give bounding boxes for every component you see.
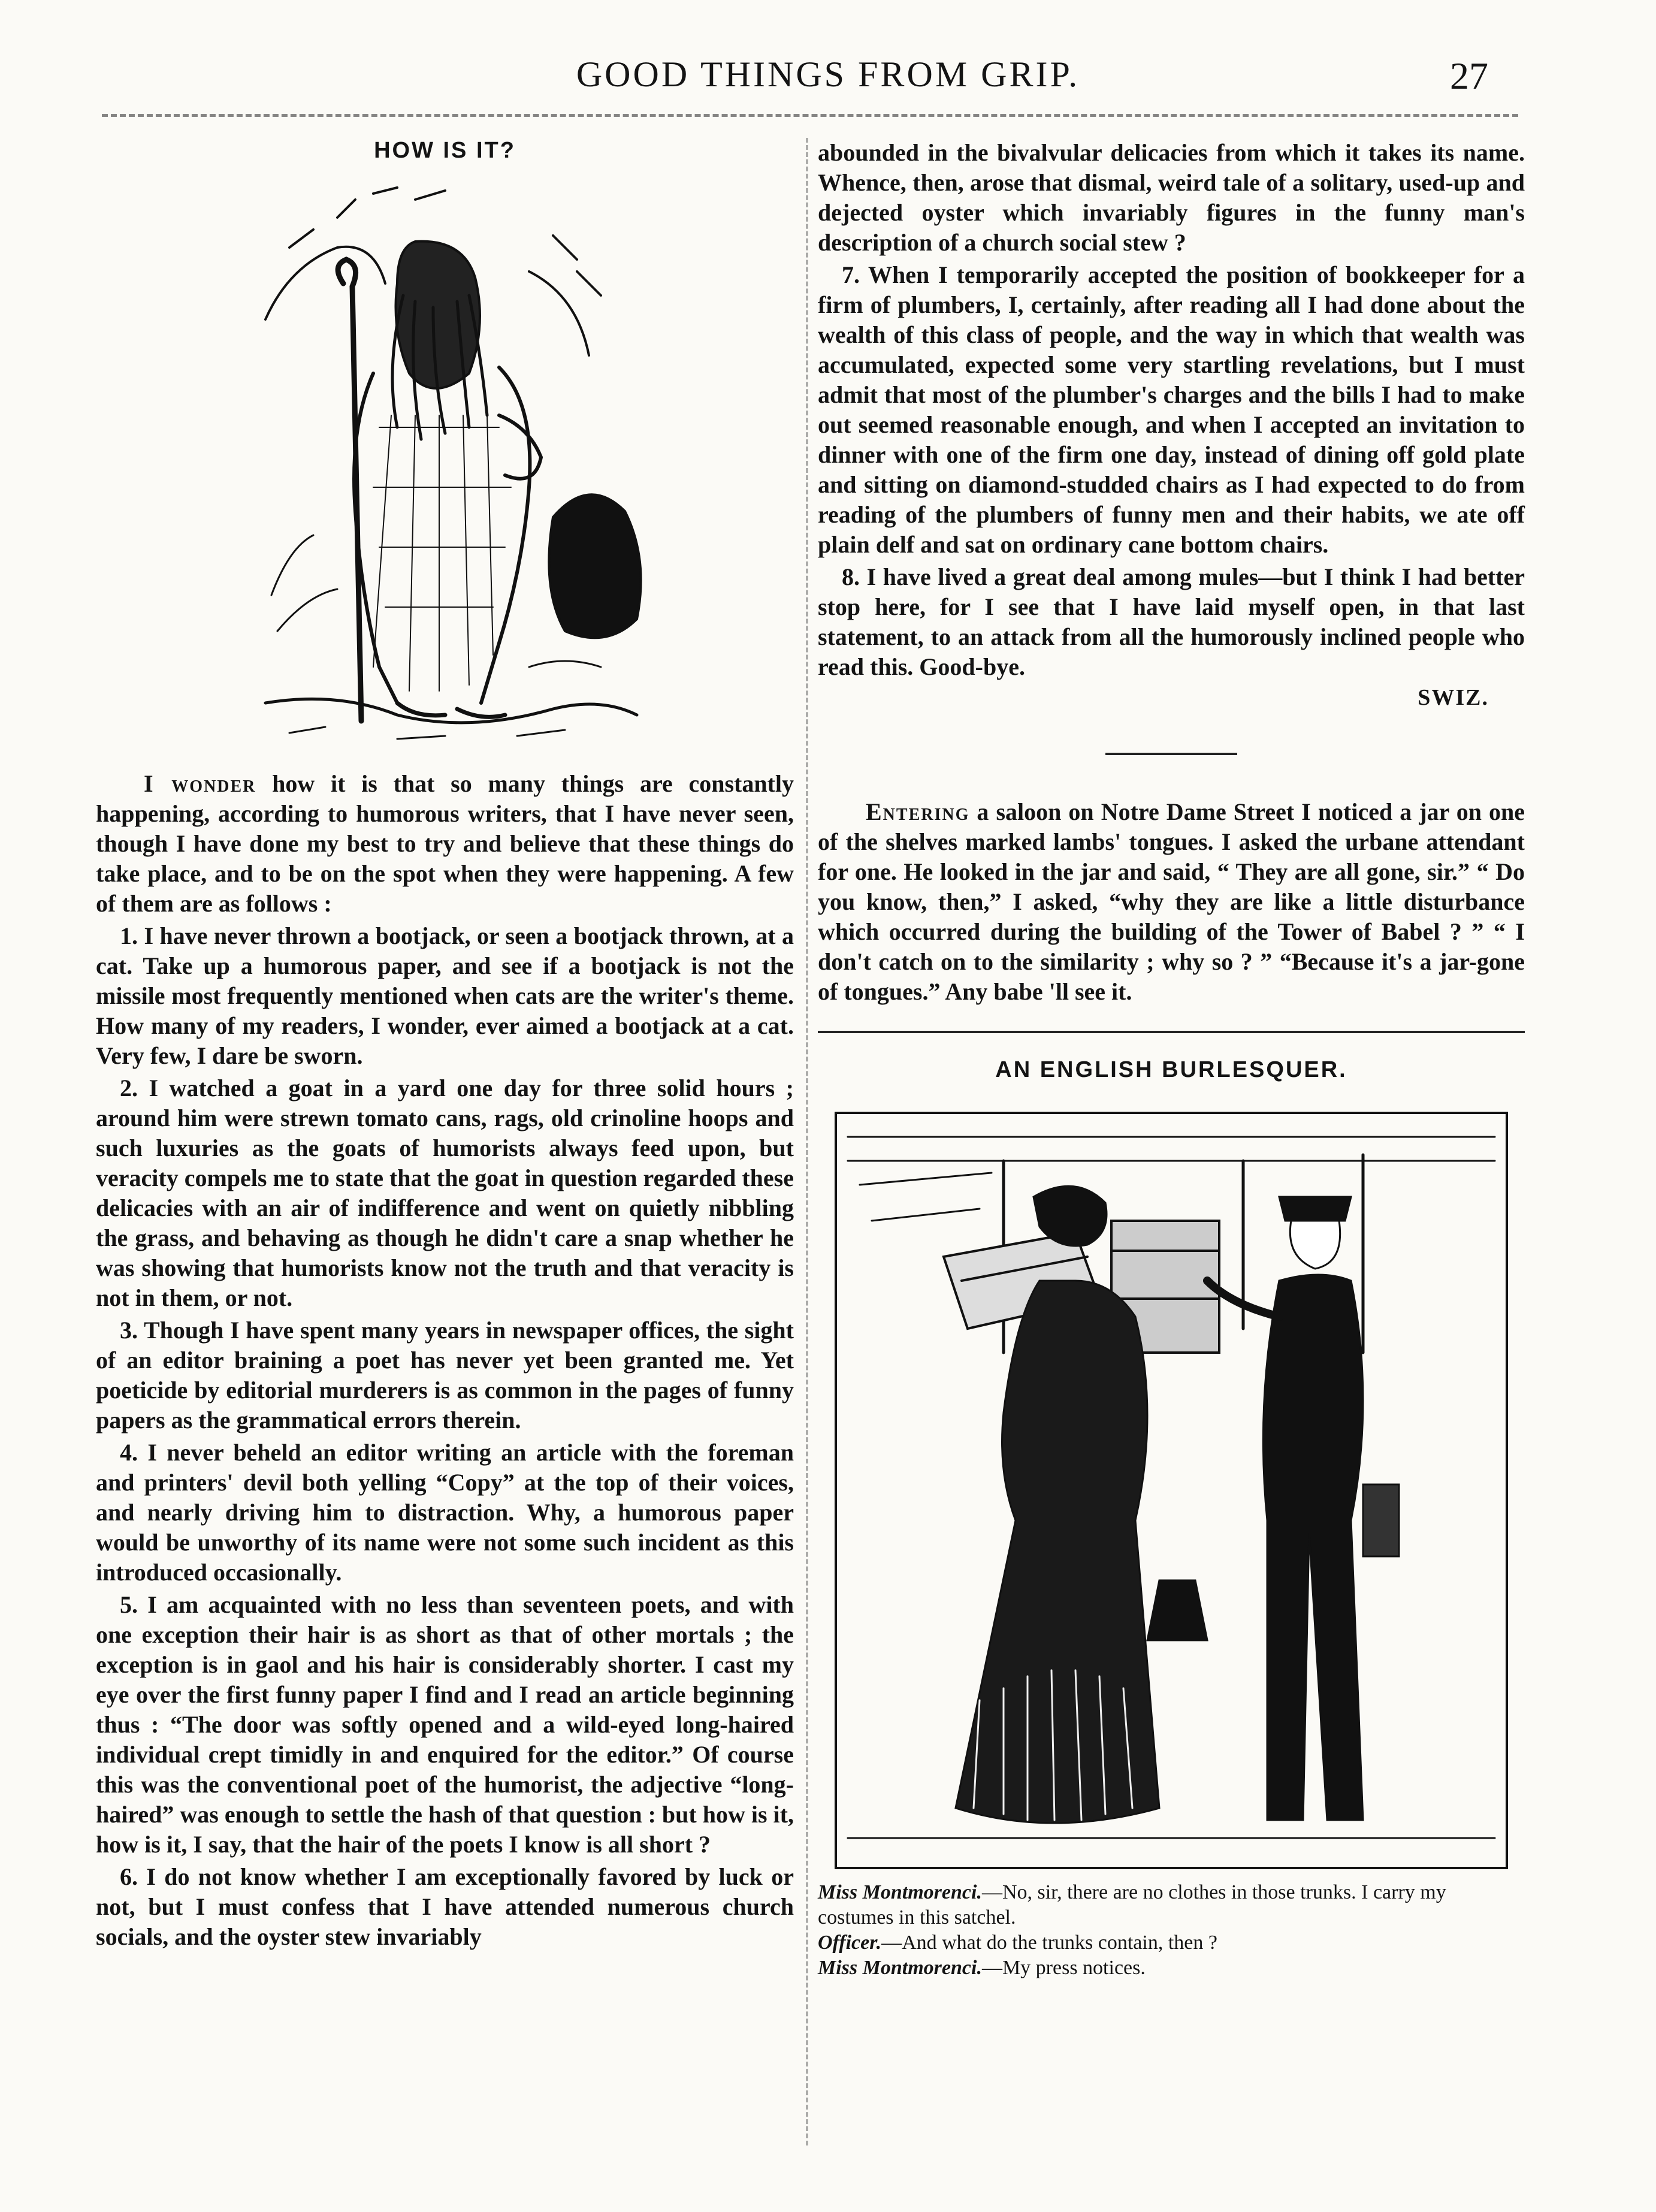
author-signature: SWIZ.	[1418, 685, 1489, 710]
page-header	[0, 54, 1656, 102]
section-divider	[1105, 753, 1237, 755]
intro-smallcaps: I wonder	[144, 770, 256, 797]
header-rule	[102, 114, 1518, 117]
article-title-how-is-it: HOW IS IT?	[374, 138, 516, 163]
list-item: 2. I watched a goat in a yard one day for three solid hours ; around him were strewn tomato cans, rags, old crinoline hoops and such luxuries as the goats of humorists always feed upon, but veracity compels me to state that the goat in question regarded these delicacies with an air of indifference and went on quietly nibbling the grass, and behaving as though he didn't care a snap whether he was showing that humorists know not the truth and that veracity is not in them, or not.	[96, 1075, 794, 1311]
intro-text: how it is that so many things are constantly happening, according to humorous writers, that I have never seen, though I have done my best to try and believe that these things do take place, and to be on the spot when they were happening. A few of them are as follows :	[96, 770, 794, 917]
caption-line	[818, 1930, 1525, 1956]
caption-speaker: Miss Montmorenci.	[818, 1881, 982, 1903]
saloon-smallcaps: Entering	[866, 798, 970, 825]
intro-paragraph	[96, 769, 794, 919]
how-is-it-body	[96, 769, 794, 1952]
illustration-caption	[818, 1880, 1525, 1981]
continuation-paragraph: abounded in the bivalvular delicacies from which it takes its name. Whence, then, arose that dismal, weird tale of a solitary, used-up and dejected oyster which invariably figures in the funny man's description of a church social stew ?	[818, 139, 1525, 256]
hermit-illustration	[217, 176, 673, 751]
caption-speaker: Officer.	[818, 1932, 882, 1954]
list-item: 8. I have lived a great deal among mules—but I think I had better stop here, for I see that I have laid myself open, in that last statement, to an attack from all the humorously inclined people who read this. Good-bye.	[818, 563, 1525, 680]
left-column	[96, 138, 794, 1954]
caption-text: —My press notices.	[981, 1957, 1146, 1979]
saloon-text: a saloon on Notre Dame Street I noticed a jar on one of the shelves marked lambs' tongues. I asked the urbane attendant for one. He looked in the jar and said, “ They are all gone, sir.” “ Do you know, then,” I asked, “why they are like a little disturbance which occurred during the building of the Tower of Babel ? ” “ I don't catch on to the similarity ; why so ? ” “Because it's a jar-gone of tongues.” Any babe 'll see it.	[818, 798, 1525, 1005]
article-title-burlesquer: AN ENGLISH BURLESQUER.	[995, 1057, 1347, 1082]
column-divider	[806, 138, 808, 2145]
caption-line	[818, 1956, 1525, 1981]
caption-speaker: Miss Montmorenci.	[818, 1957, 982, 1979]
list-item: 4. I never beheld an editor writing an article with the foreman and printers' devil both yelling “Copy” at the top of their voices, and nearly driving him to distraction. Why, a humorous paper would be unworthy of its name were not some such incident as this introduced occasionally.	[96, 1439, 794, 1586]
caption-text: —And what do the trunks contain, then ?	[881, 1932, 1217, 1954]
list-item: 6. I do not know whether I am exceptionally favored by luck or not, but I must confess that I have attended numerous church socials, and the oyster stew invariably	[96, 1863, 794, 1950]
list-item: 1. I have never thrown a bootjack, or seen a bootjack thrown, at a cat. Take up a humorous paper, and see if a bootjack is not the missile most frequently mentioned when cats are the writer's theme. How many of my readers, I wonder, ever aimed a bootjack at a cat. Very few, I dare be sworn.	[96, 922, 794, 1069]
list-item: 5. I am acquainted with no less than seventeen poets, and with one exception their hair is as short as that of other mortals ; the exception is in gaol and his hair is considerably shorter. I cast my eye over the first funny paper I find and I read an article beginning thus : “The door was softly opened and a wild-eyed long-haired individual crept timidly in and enquired for the editor.” Of course this was the conventional poet of the humorist, the adjective “long-haired” was enough to settle the hash of that question : but how is it, how is it, I say, that the hair of the poets I know is all short ?	[96, 1591, 794, 1858]
right-column	[818, 138, 1525, 1981]
caption-text: —No, sir, there are no clothes in those trunks. I carry my costumes in this satchel.	[818, 1881, 1446, 1929]
page-number: 27	[1450, 55, 1488, 97]
running-title: GOOD THINGS FROM GRIP.	[576, 55, 1080, 94]
caption-line	[818, 1880, 1525, 1930]
burlesquer-illustration	[824, 1101, 1519, 1880]
list-item: 3. Though I have spent many years in newspaper offices, the sight of an editor braining a poet has never yet been granted me. Yet poeticide by editorial murderers is as common in the pages of funny papers as the grammatical errors therein.	[96, 1317, 794, 1434]
list-item: 7. When I temporarily accepted the position of bookkeeper for a firm of plumbers, I, certainly, after reading all I had done about the wealth of this class of people, and the way in which that wealth was accumulated, expected some very startling revelations, but I must admit that most of the plumber's charges and the bills I had to make out seemed reasonable enough, and when I accepted an invitation to dinner with one of the firm one day, instead of dining off gold plate and sitting on diamond-studded chairs as I had expected to do from reading of the plumbers of funny men and their habits, we ate off plain delf and sat on ordinary cane bottom chairs.	[818, 261, 1525, 558]
section-divider	[818, 1031, 1525, 1033]
saloon-paragraph	[818, 797, 1525, 1007]
how-is-it-continued	[818, 138, 1525, 682]
saloon-item	[818, 797, 1525, 1007]
